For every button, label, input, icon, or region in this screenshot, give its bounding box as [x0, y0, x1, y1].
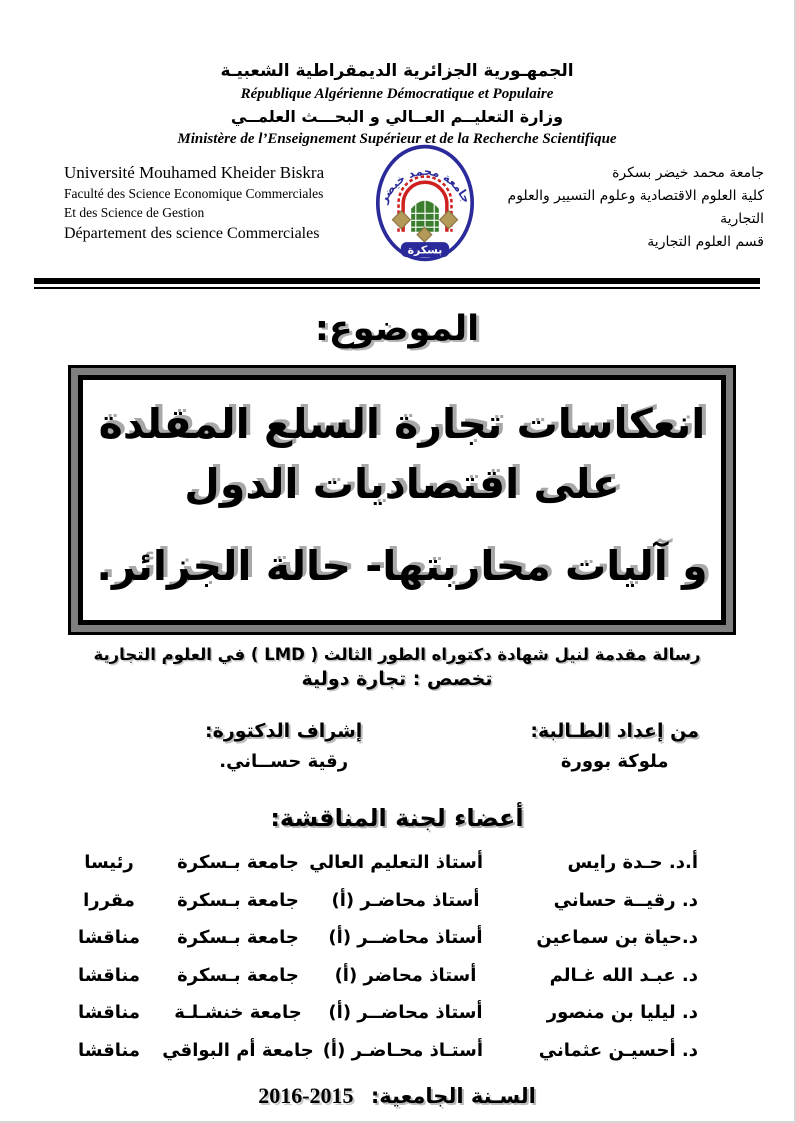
member-role: مناقشا	[77, 964, 141, 986]
thesis-title-line1: انعكاسات تجارة السلع المقلدة على اقتصاديات الدول	[98, 400, 706, 508]
member-university: جامعة أم البواقي	[162, 1039, 314, 1061]
ministry-name-arabic: وزارة التعليــم العــالي و البحـــث العلمــي	[230, 107, 564, 126]
member-rank: أستاذ التعليم العالي	[309, 852, 483, 873]
faculty-name-french-2: Et des Science de Gestion	[64, 205, 205, 220]
faculty-name-french: Faculté des Science Economique Commerciales	[64, 186, 324, 201]
thesis-title-line2: و آليات محاربتها- حالة الجزائر.	[96, 542, 708, 590]
member-name: د. ليليا بن منصور	[546, 1002, 698, 1023]
member-university: جامعة بـسكرة	[177, 964, 299, 986]
member-university: جامعة خنشـلـة	[174, 1002, 302, 1023]
student-block	[530, 716, 699, 778]
university-name-arabic: جامعة محمد خيضر بسكرة	[612, 165, 764, 181]
member-name: د. رقيــة حساني	[553, 889, 698, 911]
supervisor-name: رقية حســاني.	[219, 751, 349, 772]
department-name-arabic: قسم العلوم التجارية	[647, 234, 764, 250]
committee-heading: أعضاء لجنة المناقشة:	[270, 804, 524, 832]
student-label: من إعداد الطـالبة:	[530, 720, 699, 742]
supervisor-block	[205, 716, 362, 778]
institution-block-french	[64, 156, 364, 246]
people-row	[0, 716, 794, 778]
member-rank: أستاذ محاضر (أ)	[334, 964, 477, 986]
member-role: رئيسا	[84, 852, 134, 873]
department-name-french: Département des science Commerciales	[64, 225, 320, 242]
ministry-name-french: Ministère de l’Enseignement Supérieur et de la Recherche Scientifique	[177, 131, 617, 147]
member-role: مناقشا	[77, 1002, 141, 1023]
member-university: جامعة بـسكرة	[177, 852, 299, 873]
university-logo-icon	[367, 142, 483, 264]
member-name: د. أحسيـن عثماني	[538, 1039, 698, 1061]
republic-name-arabic: الجمهـورية الجزائرية الديمقراطية الشعبيـة	[220, 61, 574, 81]
committee-table	[0, 844, 794, 1069]
member-rank: أستاذ محاضــر (أ)	[328, 927, 483, 948]
thesis-statement: رسالة مقدمة لنيل شهادة دكتوراه الطور الثالث ( LMD ) في العلوم التجارية	[93, 645, 701, 664]
faculty-name-arabic: كلية العلوم الاقتصادية وعلوم التسيير والعلوم التجارية	[507, 188, 764, 227]
supervisor-label: إشراف الدكتورة:	[205, 720, 363, 742]
member-rank: أستـاذ محـاضـر (أ)	[322, 1039, 483, 1061]
national-header	[0, 0, 794, 150]
header-separator-rule	[34, 278, 760, 289]
member-name: أ.د. حـدة رايس	[567, 852, 698, 873]
member-role: مناقشا	[77, 1039, 141, 1061]
republic-name-french: République Algérienne Démocratique et Populaire	[240, 86, 554, 102]
member-name: د.حياة بن سماعين	[536, 927, 698, 948]
academic-year-value: 2016-2015	[258, 1083, 354, 1108]
thesis-title-box	[68, 365, 736, 635]
student-name: ملوكة بوورة	[560, 751, 669, 772]
member-university: جامعة بـسكرة	[177, 927, 299, 948]
logo-bottom-text: بسكرة	[407, 243, 443, 257]
institution-block-arabic	[486, 156, 764, 254]
member-role: مناقشا	[77, 927, 141, 948]
institution-row	[0, 150, 794, 264]
member-role: مقررا	[83, 889, 135, 911]
specialty-line: تخصص : تجارة دولية	[301, 668, 493, 690]
member-rank: أستاذ محاضـر (أ)	[331, 889, 480, 911]
member-rank: أستاذ محاضــر (أ)	[328, 1002, 483, 1023]
member-university: جامعة بـسكرة	[177, 889, 299, 911]
member-name: د. عبـد الله غـالم	[549, 964, 698, 986]
logo-top-text: جامعة محمد خيضر	[376, 163, 474, 206]
university-logo	[364, 142, 486, 264]
university-name-french: Université Mouhamed Kheider Biskra	[64, 163, 325, 182]
academic-year-line	[0, 1083, 794, 1109]
academic-year-label: السـنة الجامعية:	[370, 1084, 536, 1108]
subject-label: الموضوع:	[314, 309, 480, 349]
